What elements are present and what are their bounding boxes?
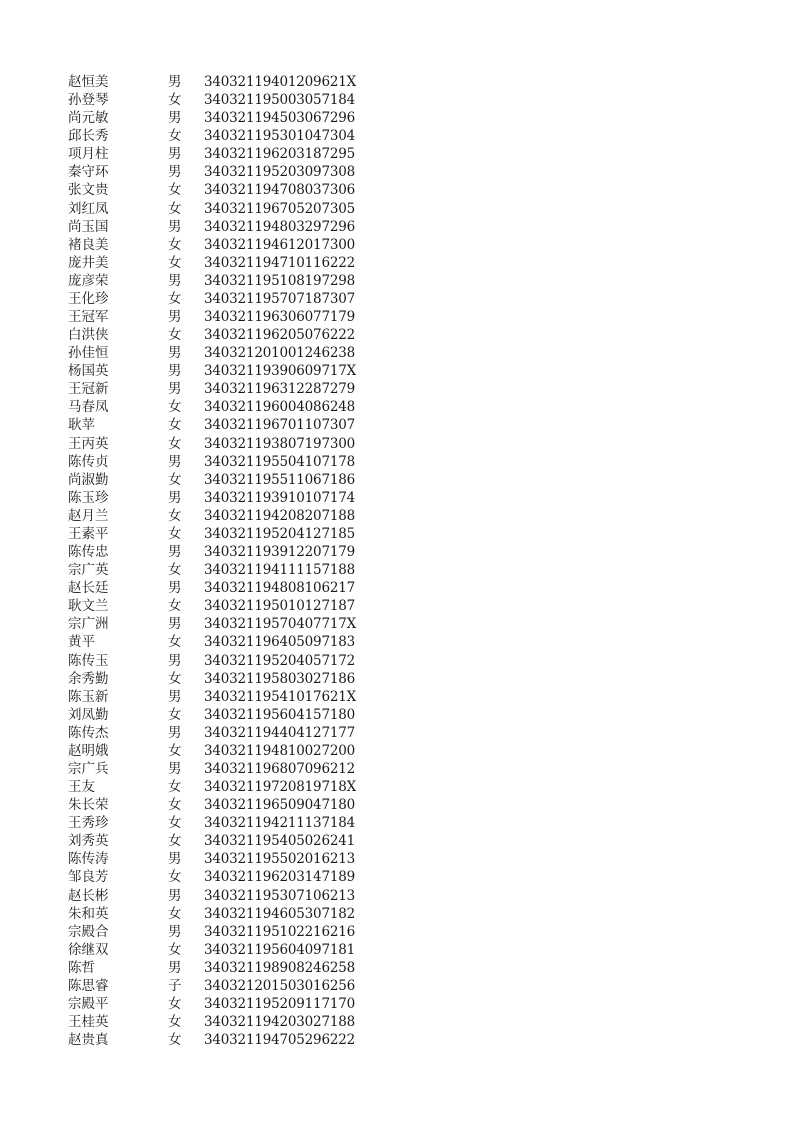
record-sex: 女 bbox=[168, 92, 182, 109]
record-name: 杨国英 bbox=[68, 363, 109, 380]
record-name: 王化珍 bbox=[68, 290, 109, 307]
record-id-number: 340321195405026241 bbox=[204, 833, 356, 850]
record-sex: 男 bbox=[168, 887, 182, 904]
record-name: 宗广洲 bbox=[68, 616, 109, 633]
record-sex: 女 bbox=[168, 1014, 182, 1031]
record-id-number: 34032119541017621X bbox=[204, 688, 357, 705]
record-sex: 女 bbox=[168, 797, 182, 814]
record-id-number: 340321196509047180 bbox=[204, 797, 356, 814]
record-id-number: 340321194605307182 bbox=[204, 905, 356, 922]
record-sex: 女 bbox=[168, 182, 182, 199]
record-id-number: 340321196203187295 bbox=[204, 146, 356, 163]
record-id-number: 34032119390609717X bbox=[204, 363, 357, 380]
record-sex: 男 bbox=[168, 724, 182, 741]
record-name: 徐继双 bbox=[68, 941, 109, 958]
record-name: 赵长廷 bbox=[68, 580, 109, 597]
record-name: 刘红凤 bbox=[68, 200, 109, 217]
record-id-number: 340321195707187307 bbox=[204, 290, 356, 307]
record-id-number: 340321194612017300 bbox=[204, 236, 356, 253]
record-id-number: 340321196312287279 bbox=[204, 381, 356, 398]
record-id-number: 340321194111157188 bbox=[204, 562, 356, 579]
record-name: 黄平 bbox=[68, 634, 95, 651]
record-id-number: 340321195511067186 bbox=[204, 471, 356, 488]
record-name: 陈传杰 bbox=[68, 724, 109, 741]
record-name: 陈玉珍 bbox=[68, 489, 109, 506]
record-id-number: 340321195604157180 bbox=[204, 706, 356, 723]
record-id-number: 340321196306077179 bbox=[204, 309, 356, 326]
record-sex: 女 bbox=[168, 417, 182, 434]
record-id-number: 340321194810027200 bbox=[204, 742, 356, 759]
record-name: 赵月兰 bbox=[68, 507, 109, 524]
record-id-number: 340321195010127187 bbox=[204, 598, 356, 615]
record-sex: 女 bbox=[168, 869, 182, 886]
record-name: 王冠军 bbox=[68, 309, 109, 326]
record-id-number: 340321201001246238 bbox=[204, 345, 356, 362]
record-id-number: 340321194808106217 bbox=[204, 580, 356, 597]
record-id-number: 340321195504107178 bbox=[204, 453, 356, 470]
record-id-number: 340321195204127185 bbox=[204, 525, 356, 542]
record-sex: 女 bbox=[168, 525, 182, 542]
record-id-number: 34032119401209621X bbox=[204, 74, 357, 90]
record-id-number: 340321195502016213 bbox=[204, 851, 356, 868]
record-sex: 男 bbox=[168, 146, 182, 163]
record-sex: 女 bbox=[168, 995, 182, 1012]
record-sex: 男 bbox=[168, 381, 182, 398]
record-id-number: 340321195102216216 bbox=[204, 923, 356, 940]
record-id-number: 340321196701107307 bbox=[204, 417, 356, 434]
record-name: 陈哲 bbox=[68, 959, 95, 976]
record-id-number: 340321195203097308 bbox=[204, 164, 356, 181]
record-sex: 女 bbox=[168, 670, 182, 687]
record-sex: 男 bbox=[168, 345, 182, 362]
record-id-number: 340321195204057172 bbox=[204, 652, 356, 669]
record-name: 邱长秀 bbox=[68, 128, 109, 145]
record-name: 王秀珍 bbox=[68, 815, 109, 832]
record-sex: 女 bbox=[168, 236, 182, 253]
record-name: 耿苹 bbox=[68, 417, 95, 434]
record-name: 陈玉新 bbox=[68, 688, 109, 705]
record-name: 项月柱 bbox=[68, 146, 109, 163]
record-id-number: 340321195209117170 bbox=[204, 995, 356, 1012]
record-sex: 男 bbox=[168, 453, 182, 470]
record-id-number: 340321194208207188 bbox=[204, 507, 356, 524]
record-name: 朱长荣 bbox=[68, 797, 109, 814]
record-sex: 女 bbox=[168, 706, 182, 723]
record-name: 马春凤 bbox=[68, 399, 109, 416]
record-id-number: 340321195108197298 bbox=[204, 272, 356, 289]
record-id-number: 340321193807197300 bbox=[204, 435, 356, 452]
record-id-number: 340321196203147189 bbox=[204, 869, 356, 886]
record-name: 王冠新 bbox=[68, 381, 109, 398]
record-name: 宗广兵 bbox=[68, 760, 109, 777]
record-id-number: 340321194503067296 bbox=[204, 110, 356, 127]
record-id-number: 340321195003057184 bbox=[204, 92, 356, 109]
record-name: 张文贵 bbox=[68, 182, 109, 199]
record-name: 刘凤勤 bbox=[68, 706, 109, 723]
record-id-number: 340321194708037306 bbox=[204, 182, 356, 199]
record-sex: 子 bbox=[168, 977, 182, 994]
record-name: 尚淑勤 bbox=[68, 471, 109, 488]
record-id-number: 340321195803027186 bbox=[204, 670, 356, 687]
record-sex: 女 bbox=[168, 815, 182, 832]
record-name: 刘秀英 bbox=[68, 833, 109, 850]
record-id-number: 34032119720819718X bbox=[204, 779, 357, 796]
record-name: 宗殿合 bbox=[68, 923, 109, 940]
record-id-number: 340321194710116222 bbox=[204, 254, 356, 271]
record-sex: 女 bbox=[168, 634, 182, 651]
record-name: 赵明娥 bbox=[68, 742, 109, 759]
record-id-number: 340321195307106213 bbox=[204, 887, 356, 904]
record-sex: 男 bbox=[168, 363, 182, 380]
record-sex: 男 bbox=[168, 218, 182, 235]
record-name: 王友 bbox=[68, 779, 95, 796]
record-sex: 女 bbox=[168, 471, 182, 488]
record-name: 赵恒美 bbox=[68, 74, 109, 90]
record-sex: 男 bbox=[168, 923, 182, 940]
record-sex: 女 bbox=[168, 598, 182, 615]
record-id-number: 340321193912207179 bbox=[204, 544, 356, 561]
record-name: 陈传玉 bbox=[68, 652, 109, 669]
record-name: 白洪侠 bbox=[68, 327, 109, 344]
record-name: 庞彦荣 bbox=[68, 272, 109, 289]
record-id-number: 340321196405097183 bbox=[204, 634, 356, 651]
record-sex: 男 bbox=[168, 688, 182, 705]
record-id-number: 340321195301047304 bbox=[204, 128, 356, 145]
record-name: 褚良美 bbox=[68, 236, 109, 253]
record-name: 朱和英 bbox=[68, 905, 109, 922]
record-name: 尚元敏 bbox=[68, 110, 109, 127]
record-name: 陈传忠 bbox=[68, 544, 109, 561]
record-sex: 男 bbox=[168, 164, 182, 181]
record-sex: 女 bbox=[168, 562, 182, 579]
record-sex: 女 bbox=[168, 507, 182, 524]
record-id-number: 340321195604097181 bbox=[204, 941, 356, 958]
record-sex: 女 bbox=[168, 941, 182, 958]
record-sex: 男 bbox=[168, 544, 182, 561]
record-id-number: 340321194404127177 bbox=[204, 724, 356, 741]
record-name: 赵长彬 bbox=[68, 887, 109, 904]
record-sex: 男 bbox=[168, 580, 182, 597]
record-name: 陈传贞 bbox=[68, 453, 109, 470]
record-id-number: 340321194203027188 bbox=[204, 1014, 356, 1031]
record-id-number: 340321196205076222 bbox=[204, 327, 356, 344]
record-name: 余秀勤 bbox=[68, 670, 109, 687]
record-id-number: 340321194705296222 bbox=[204, 1032, 356, 1049]
record-sex: 男 bbox=[168, 652, 182, 669]
record-sex: 女 bbox=[168, 742, 182, 759]
record-name: 孙登琴 bbox=[68, 92, 109, 109]
record-sex: 男 bbox=[168, 309, 182, 326]
record-sex: 女 bbox=[168, 435, 182, 452]
record-name: 陈传涛 bbox=[68, 851, 109, 868]
record-name: 尚玉国 bbox=[68, 218, 109, 235]
record-sex: 男 bbox=[168, 110, 182, 127]
record-sex: 男 bbox=[168, 616, 182, 633]
record-sex: 男 bbox=[168, 74, 182, 90]
record-sex: 女 bbox=[168, 128, 182, 145]
record-id-number: 340321201503016256 bbox=[204, 977, 356, 994]
record-name: 孙佳恒 bbox=[68, 345, 109, 362]
record-id-number: 340321196004086248 bbox=[204, 399, 356, 416]
record-sex: 女 bbox=[168, 833, 182, 850]
record-id-number: 340321196705207305 bbox=[204, 200, 356, 217]
record-name: 秦守环 bbox=[68, 164, 109, 181]
record-sex: 男 bbox=[168, 272, 182, 289]
record-sex: 女 bbox=[168, 200, 182, 217]
record-name: 邹良芳 bbox=[68, 869, 109, 886]
record-name: 耿文兰 bbox=[68, 598, 109, 615]
record-name: 宗殿平 bbox=[68, 995, 109, 1012]
record-sex: 女 bbox=[168, 1032, 182, 1049]
record-name: 宗广英 bbox=[68, 562, 109, 579]
record-sex: 女 bbox=[168, 779, 182, 796]
record-name: 庞井美 bbox=[68, 254, 109, 271]
record-sex: 女 bbox=[168, 290, 182, 307]
record-sex: 女 bbox=[168, 327, 182, 344]
record-id-number: 340321193910107174 bbox=[204, 489, 356, 506]
record-sex: 女 bbox=[168, 905, 182, 922]
record-name: 王素平 bbox=[68, 525, 109, 542]
record-sex: 男 bbox=[168, 760, 182, 777]
record-sex: 女 bbox=[168, 399, 182, 416]
record-name: 赵贵真 bbox=[68, 1032, 109, 1049]
record-id-number: 34032119570407717X bbox=[204, 616, 357, 633]
record-sex: 男 bbox=[168, 959, 182, 976]
record-name: 王丙英 bbox=[68, 435, 109, 452]
record-sex: 男 bbox=[168, 489, 182, 506]
record-id-number: 340321194211137184 bbox=[204, 815, 356, 832]
record-name: 陈思睿 bbox=[68, 977, 109, 994]
record-name: 王桂英 bbox=[68, 1014, 109, 1031]
record-id-number: 340321194803297296 bbox=[204, 218, 356, 235]
record-sex: 男 bbox=[168, 851, 182, 868]
record-sex: 女 bbox=[168, 254, 182, 271]
record-id-number: 340321198908246258 bbox=[204, 959, 356, 976]
record-id-number: 340321196807096212 bbox=[204, 760, 356, 777]
